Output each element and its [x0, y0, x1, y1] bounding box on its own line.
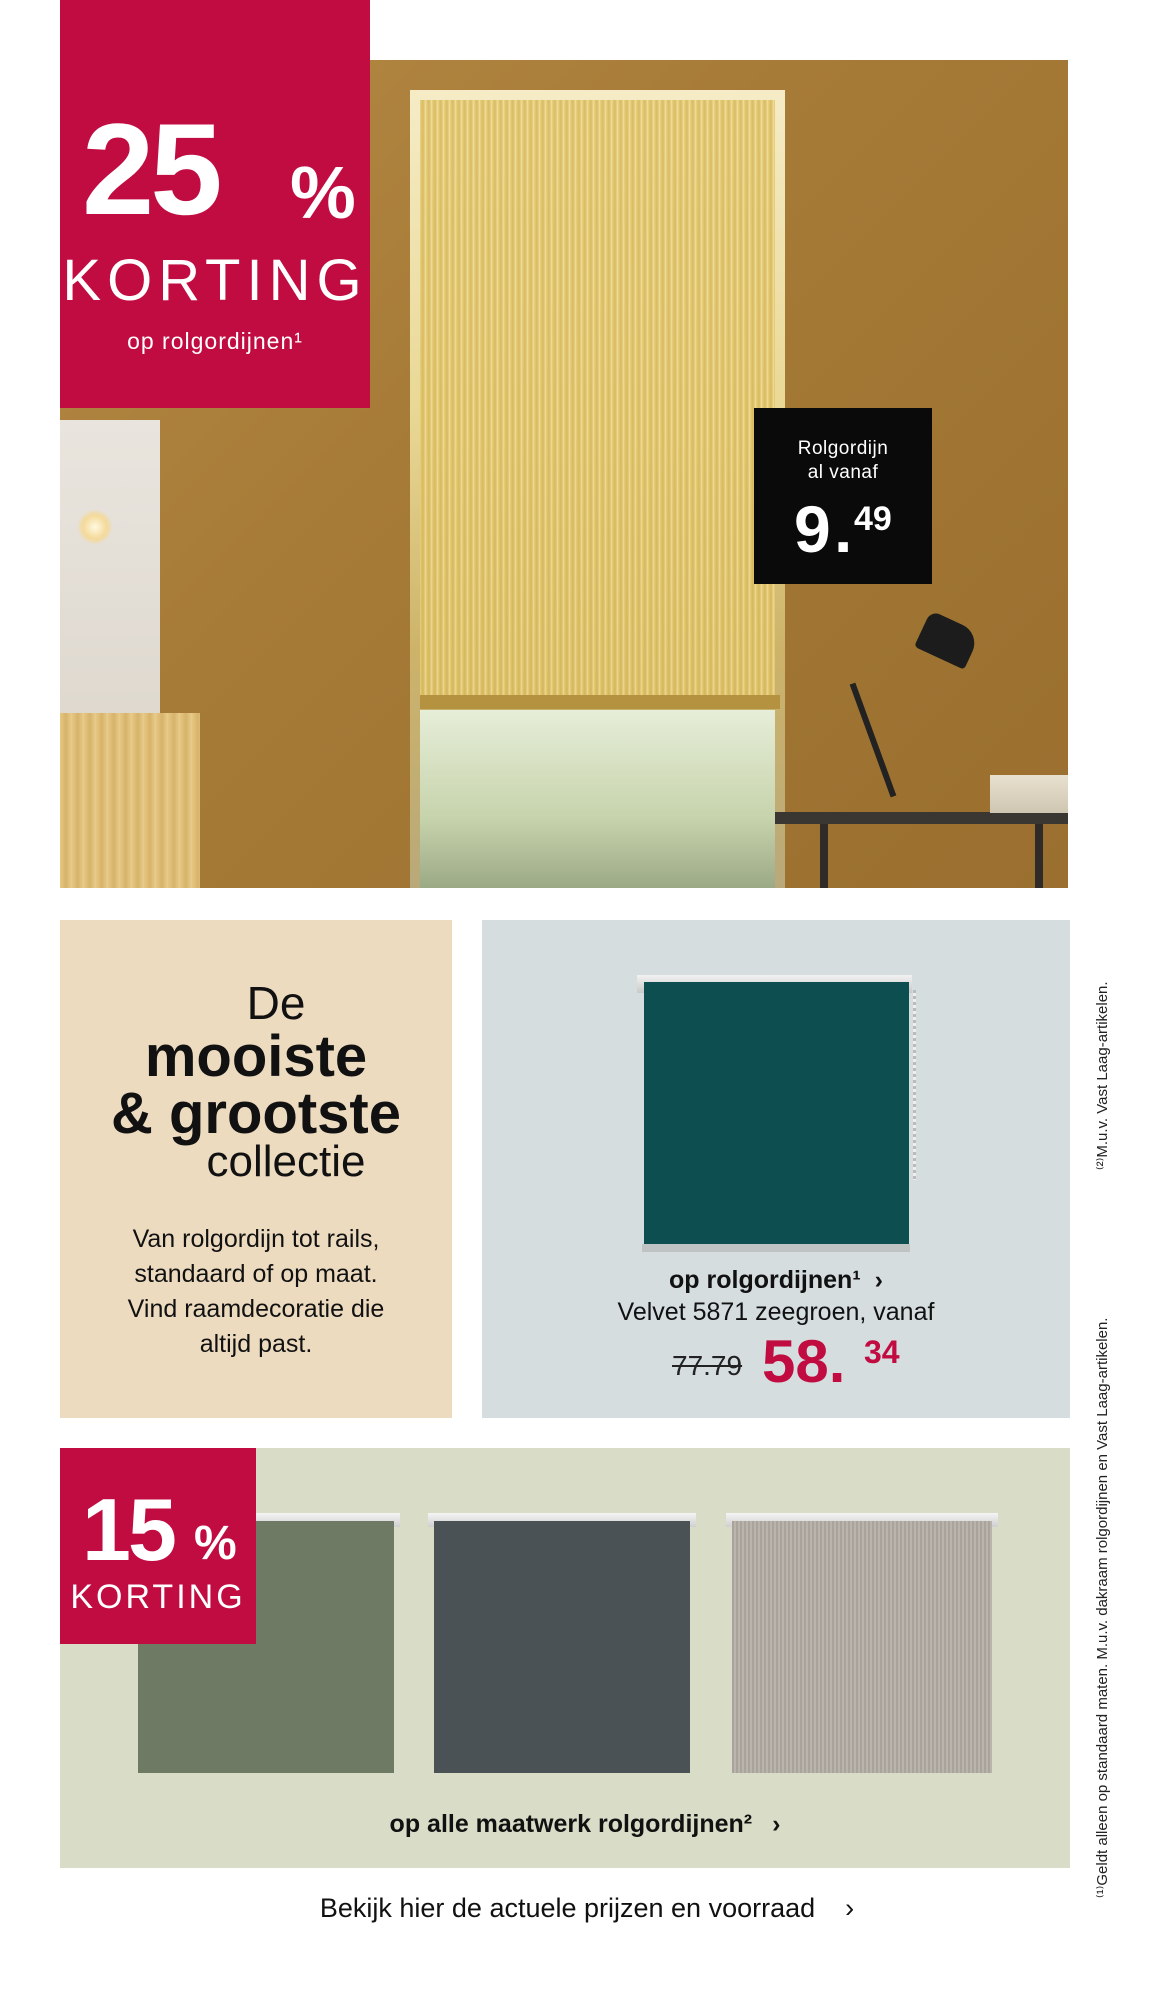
maatwerk-caption: op alle maatwerk rolgordijnen²: [389, 1810, 753, 1838]
velvet-blind-bottom-bar: [642, 1244, 910, 1252]
discount-label: KORTING: [62, 248, 368, 313]
new-price-whole: 58.: [762, 1328, 846, 1395]
hero-desk-leg: [820, 824, 828, 888]
hero-desk-leg: [1035, 824, 1043, 888]
collection-body-line: Van rolgordijn tot rails,: [132, 1225, 380, 1253]
chevron-right-icon: ›: [772, 1810, 781, 1838]
velvet-blind-chain: [913, 990, 916, 1180]
collection-de: De: [246, 977, 306, 1029]
velvet-title: op rolgordijnen¹: [669, 1266, 861, 1294]
velvet-blind-image: [644, 982, 909, 1244]
collection-body-line: altijd past.: [199, 1330, 313, 1358]
discount-percent: %: [194, 1517, 237, 1570]
discount-number: 15: [82, 1480, 174, 1579]
wall-lamp: [78, 510, 112, 544]
footer-link[interactable]: [0, 1893, 1154, 1924]
collection-body-line: standaard of op maat.: [134, 1260, 378, 1288]
new-price-cents: 34: [864, 1334, 900, 1370]
velvet-title-link[interactable]: [482, 1266, 1070, 1295]
velvet-subtitle: Velvet 5871 zeegroen, vanaf: [617, 1298, 935, 1326]
velvet-product-panel[interactable]: [482, 920, 1070, 1418]
footnote-1: ⁽¹⁾Geldt alleen op standaard maten. M.u.v. dakraam rolgordijnen en Vast Laag-artikelen.: [1094, 1317, 1111, 1898]
hero-garden-view: [420, 710, 775, 888]
grey-roller-blind: [428, 1513, 696, 1773]
hero-desk: [775, 812, 1068, 824]
footnote-2: ⁽²⁾M.u.v. Vast Laag-artikelen.: [1094, 981, 1111, 1170]
collection-grootste: & grootste: [111, 1081, 401, 1146]
collection-body: [80, 1222, 432, 1362]
maatwerk-link[interactable]: [60, 1810, 1070, 1839]
hero-desk-lamp-head: [914, 610, 981, 669]
price-whole: 9: [794, 492, 831, 566]
price-tag[interactable]: [754, 408, 932, 584]
hero-radiator: [60, 713, 200, 888]
discount-badge-25[interactable]: [60, 0, 370, 408]
discount-sub: op rolgordijnen¹: [127, 328, 303, 354]
hero-books: [990, 775, 1068, 813]
chevron-right-icon: ›: [874, 1266, 883, 1294]
price-cents: 49: [854, 500, 892, 538]
chevron-right-icon: ›: [845, 1893, 855, 1923]
collection-body-line: Vind raamdecoratie die: [127, 1295, 385, 1323]
hero-roller-blind: [420, 100, 775, 700]
discount-badge-15[interactable]: [60, 1448, 256, 1644]
light-grey-roller-blind: [726, 1513, 998, 1773]
price-tag-line2: al vanaf: [807, 462, 879, 483]
collection-mooiste: mooiste: [144, 1024, 368, 1089]
discount-percent: %: [290, 151, 356, 234]
discount-number: 25: [82, 96, 219, 242]
old-price: 77.79: [672, 1350, 743, 1381]
discount-label: KORTING: [70, 1578, 246, 1616]
footer-text: Bekijk hier de actuele prijzen en voorraad: [319, 1893, 816, 1923]
collection-collectie: collectie: [206, 1137, 366, 1186]
hero-desk-lamp-arm: [850, 683, 897, 798]
price-dot: .: [834, 492, 853, 566]
hero-blind-rail: [420, 695, 780, 709]
collection-panel: [60, 920, 452, 1418]
price-tag-line1: Rolgordijn: [797, 438, 889, 459]
